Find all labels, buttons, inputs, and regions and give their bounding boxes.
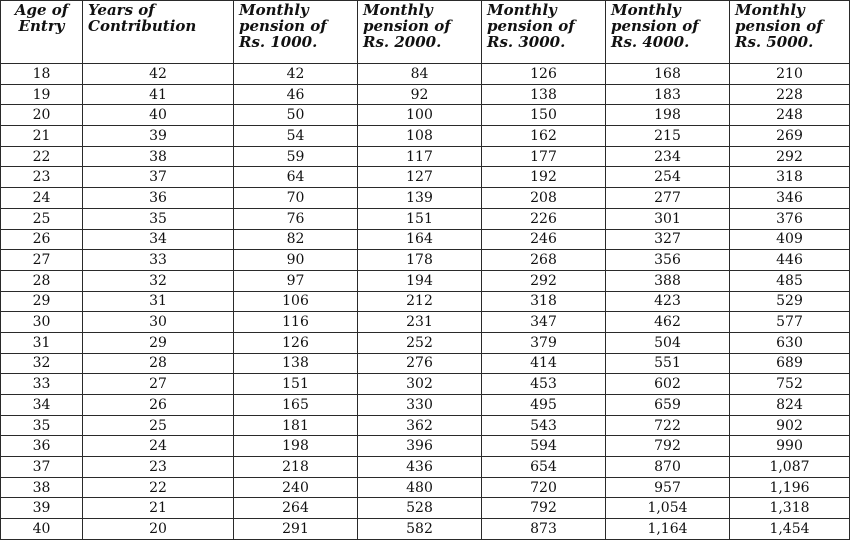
header-line: Rs. 4000. [611, 33, 690, 51]
table-row [1, 250, 850, 271]
header-line: Years of [88, 1, 155, 19]
header-line: Monthly [239, 1, 309, 19]
cell-years-of-contribution: 26 [83, 395, 234, 416]
cell-age-of-entry: 35 [1, 415, 83, 436]
cell-pension-rs-3000: 226 [482, 208, 606, 229]
header-pension-rs-3000 [482, 1, 606, 64]
cell-pension-rs-1000: 181 [234, 415, 358, 436]
cell-pension-rs-1000: 165 [234, 395, 358, 416]
cell-pension-rs-3000: 453 [482, 374, 606, 395]
cell-years-of-contribution: 38 [83, 146, 234, 167]
cell-pension-rs-2000: 100 [358, 105, 482, 126]
cell-pension-rs-4000: 388 [606, 270, 730, 291]
header-line: Rs. 5000. [735, 33, 814, 51]
header-line: Rs. 2000. [363, 33, 442, 51]
cell-pension-rs-5000: 269 [730, 126, 850, 147]
cell-age-of-entry: 36 [1, 436, 83, 457]
cell-pension-rs-4000: 198 [606, 105, 730, 126]
header-line: Monthly [735, 1, 805, 19]
cell-pension-rs-5000: 1,318 [730, 498, 850, 519]
cell-pension-rs-4000: 659 [606, 395, 730, 416]
table-body [1, 64, 850, 540]
cell-age-of-entry: 38 [1, 477, 83, 498]
cell-pension-rs-1000: 42 [234, 64, 358, 85]
table-row [1, 415, 850, 436]
table-row [1, 436, 850, 457]
cell-age-of-entry: 23 [1, 167, 83, 188]
table-row [1, 167, 850, 188]
header-line: pension of [239, 17, 327, 35]
cell-pension-rs-4000: 234 [606, 146, 730, 167]
cell-pension-rs-3000: 414 [482, 353, 606, 374]
cell-age-of-entry: 29 [1, 291, 83, 312]
cell-years-of-contribution: 36 [83, 188, 234, 209]
cell-pension-rs-4000: 1,054 [606, 498, 730, 519]
cell-pension-rs-3000: 318 [482, 291, 606, 312]
cell-pension-rs-3000: 150 [482, 105, 606, 126]
cell-years-of-contribution: 35 [83, 208, 234, 229]
cell-pension-rs-1000: 218 [234, 457, 358, 478]
cell-age-of-entry: 33 [1, 374, 83, 395]
cell-pension-rs-2000: 480 [358, 477, 482, 498]
cell-pension-rs-2000: 212 [358, 291, 482, 312]
cell-pension-rs-5000: 228 [730, 84, 850, 105]
cell-pension-rs-1000: 97 [234, 270, 358, 291]
cell-pension-rs-2000: 194 [358, 270, 482, 291]
cell-pension-rs-1000: 90 [234, 250, 358, 271]
cell-pension-rs-4000: 168 [606, 64, 730, 85]
cell-pension-rs-5000: 577 [730, 312, 850, 333]
cell-pension-rs-4000: 957 [606, 477, 730, 498]
cell-pension-rs-1000: 59 [234, 146, 358, 167]
cell-age-of-entry: 20 [1, 105, 83, 126]
cell-pension-rs-1000: 106 [234, 291, 358, 312]
header-age-of-entry [1, 1, 83, 64]
cell-pension-rs-3000: 495 [482, 395, 606, 416]
cell-pension-rs-5000: 292 [730, 146, 850, 167]
cell-pension-rs-1000: 54 [234, 126, 358, 147]
cell-pension-rs-5000: 1,087 [730, 457, 850, 478]
cell-years-of-contribution: 24 [83, 436, 234, 457]
cell-pension-rs-2000: 330 [358, 395, 482, 416]
cell-pension-rs-2000: 582 [358, 519, 482, 540]
cell-pension-rs-5000: 210 [730, 64, 850, 85]
table-row [1, 353, 850, 374]
table-row [1, 374, 850, 395]
header-pension-rs-4000 [606, 1, 730, 64]
cell-age-of-entry: 25 [1, 208, 83, 229]
cell-pension-rs-3000: 594 [482, 436, 606, 457]
cell-years-of-contribution: 40 [83, 105, 234, 126]
cell-pension-rs-1000: 264 [234, 498, 358, 519]
cell-pension-rs-2000: 436 [358, 457, 482, 478]
cell-pension-rs-1000: 151 [234, 374, 358, 395]
cell-pension-rs-3000: 543 [482, 415, 606, 436]
table-row [1, 332, 850, 353]
cell-pension-rs-2000: 276 [358, 353, 482, 374]
cell-pension-rs-1000: 64 [234, 167, 358, 188]
table-row [1, 146, 850, 167]
cell-pension-rs-5000: 1,196 [730, 477, 850, 498]
header-line: pension of [363, 17, 451, 35]
table-header [1, 1, 850, 64]
cell-pension-rs-4000: 1,164 [606, 519, 730, 540]
cell-age-of-entry: 22 [1, 146, 83, 167]
cell-age-of-entry: 34 [1, 395, 83, 416]
cell-years-of-contribution: 21 [83, 498, 234, 519]
cell-age-of-entry: 18 [1, 64, 83, 85]
table-row [1, 395, 850, 416]
cell-pension-rs-1000: 291 [234, 519, 358, 540]
cell-pension-rs-2000: 139 [358, 188, 482, 209]
cell-years-of-contribution: 28 [83, 353, 234, 374]
cell-years-of-contribution: 27 [83, 374, 234, 395]
cell-age-of-entry: 26 [1, 229, 83, 250]
cell-pension-rs-2000: 92 [358, 84, 482, 105]
cell-pension-rs-2000: 84 [358, 64, 482, 85]
cell-pension-rs-4000: 792 [606, 436, 730, 457]
cell-pension-rs-5000: 689 [730, 353, 850, 374]
header-line: Rs. 3000. [487, 33, 566, 51]
cell-pension-rs-1000: 138 [234, 353, 358, 374]
cell-age-of-entry: 31 [1, 332, 83, 353]
cell-pension-rs-5000: 376 [730, 208, 850, 229]
cell-pension-rs-5000: 902 [730, 415, 850, 436]
cell-pension-rs-4000: 356 [606, 250, 730, 271]
cell-age-of-entry: 32 [1, 353, 83, 374]
cell-years-of-contribution: 33 [83, 250, 234, 271]
cell-pension-rs-5000: 752 [730, 374, 850, 395]
cell-pension-rs-4000: 301 [606, 208, 730, 229]
cell-age-of-entry: 21 [1, 126, 83, 147]
header-pension-rs-2000 [358, 1, 482, 64]
cell-pension-rs-3000: 292 [482, 270, 606, 291]
cell-pension-rs-5000: 990 [730, 436, 850, 457]
cell-pension-rs-2000: 528 [358, 498, 482, 519]
cell-pension-rs-3000: 246 [482, 229, 606, 250]
cell-pension-rs-3000: 654 [482, 457, 606, 478]
cell-pension-rs-4000: 504 [606, 332, 730, 353]
table-row [1, 477, 850, 498]
cell-pension-rs-3000: 126 [482, 64, 606, 85]
table-row [1, 291, 850, 312]
cell-age-of-entry: 37 [1, 457, 83, 478]
cell-years-of-contribution: 22 [83, 477, 234, 498]
cell-age-of-entry: 30 [1, 312, 83, 333]
header-line: pension of [735, 17, 823, 35]
cell-pension-rs-1000: 198 [234, 436, 358, 457]
cell-years-of-contribution: 23 [83, 457, 234, 478]
cell-pension-rs-3000: 873 [482, 519, 606, 540]
table-row [1, 64, 850, 85]
cell-years-of-contribution: 31 [83, 291, 234, 312]
cell-pension-rs-2000: 178 [358, 250, 482, 271]
cell-years-of-contribution: 29 [83, 332, 234, 353]
cell-pension-rs-2000: 127 [358, 167, 482, 188]
cell-pension-rs-3000: 138 [482, 84, 606, 105]
cell-pension-rs-2000: 231 [358, 312, 482, 333]
cell-age-of-entry: 39 [1, 498, 83, 519]
cell-pension-rs-4000: 327 [606, 229, 730, 250]
cell-years-of-contribution: 39 [83, 126, 234, 147]
cell-pension-rs-3000: 347 [482, 312, 606, 333]
cell-pension-rs-1000: 46 [234, 84, 358, 105]
cell-age-of-entry: 24 [1, 188, 83, 209]
header-line: pension of [611, 17, 699, 35]
cell-pension-rs-4000: 870 [606, 457, 730, 478]
header-line: Contribution [88, 17, 197, 35]
cell-pension-rs-4000: 462 [606, 312, 730, 333]
cell-pension-rs-3000: 268 [482, 250, 606, 271]
table-row [1, 519, 850, 540]
header-row [1, 1, 850, 64]
cell-pension-rs-4000: 602 [606, 374, 730, 395]
cell-pension-rs-2000: 108 [358, 126, 482, 147]
header-line: Age of [14, 1, 69, 19]
cell-pension-rs-5000: 485 [730, 270, 850, 291]
cell-pension-rs-1000: 76 [234, 208, 358, 229]
cell-age-of-entry: 27 [1, 250, 83, 271]
cell-years-of-contribution: 41 [83, 84, 234, 105]
cell-pension-rs-3000: 162 [482, 126, 606, 147]
table-row [1, 105, 850, 126]
cell-pension-rs-2000: 164 [358, 229, 482, 250]
cell-pension-rs-1000: 70 [234, 188, 358, 209]
table-row [1, 270, 850, 291]
cell-pension-rs-1000: 82 [234, 229, 358, 250]
cell-age-of-entry: 40 [1, 519, 83, 540]
table-row [1, 498, 850, 519]
header-line: Monthly [487, 1, 557, 19]
cell-age-of-entry: 28 [1, 270, 83, 291]
cell-pension-rs-2000: 117 [358, 146, 482, 167]
cell-pension-rs-3000: 792 [482, 498, 606, 519]
cell-pension-rs-5000: 318 [730, 167, 850, 188]
cell-pension-rs-3000: 177 [482, 146, 606, 167]
cell-pension-rs-5000: 824 [730, 395, 850, 416]
cell-years-of-contribution: 25 [83, 415, 234, 436]
header-line: Monthly [611, 1, 681, 19]
cell-pension-rs-5000: 630 [730, 332, 850, 353]
cell-pension-rs-1000: 126 [234, 332, 358, 353]
header-line: Monthly [363, 1, 433, 19]
header-pension-rs-1000 [234, 1, 358, 64]
cell-pension-rs-5000: 346 [730, 188, 850, 209]
cell-pension-rs-1000: 116 [234, 312, 358, 333]
header-line: Entry [18, 17, 65, 35]
cell-pension-rs-4000: 277 [606, 188, 730, 209]
table-row [1, 229, 850, 250]
cell-pension-rs-4000: 423 [606, 291, 730, 312]
table-row [1, 126, 850, 147]
cell-pension-rs-2000: 302 [358, 374, 482, 395]
cell-pension-rs-5000: 529 [730, 291, 850, 312]
cell-age-of-entry: 19 [1, 84, 83, 105]
table-row [1, 457, 850, 478]
header-years-of-contribution [83, 1, 234, 64]
cell-pension-rs-4000: 551 [606, 353, 730, 374]
cell-years-of-contribution: 30 [83, 312, 234, 333]
table-row [1, 208, 850, 229]
cell-years-of-contribution: 32 [83, 270, 234, 291]
cell-pension-rs-1000: 240 [234, 477, 358, 498]
cell-pension-rs-3000: 379 [482, 332, 606, 353]
table-row [1, 84, 850, 105]
cell-pension-rs-1000: 50 [234, 105, 358, 126]
cell-pension-rs-3000: 208 [482, 188, 606, 209]
cell-pension-rs-2000: 362 [358, 415, 482, 436]
cell-pension-rs-4000: 183 [606, 84, 730, 105]
cell-pension-rs-2000: 252 [358, 332, 482, 353]
cell-pension-rs-4000: 254 [606, 167, 730, 188]
table-row [1, 188, 850, 209]
cell-pension-rs-5000: 409 [730, 229, 850, 250]
table-row [1, 312, 850, 333]
cell-pension-rs-5000: 446 [730, 250, 850, 271]
cell-years-of-contribution: 37 [83, 167, 234, 188]
cell-years-of-contribution: 34 [83, 229, 234, 250]
cell-years-of-contribution: 42 [83, 64, 234, 85]
header-line: pension of [487, 17, 575, 35]
cell-pension-rs-4000: 722 [606, 415, 730, 436]
cell-pension-rs-2000: 151 [358, 208, 482, 229]
cell-pension-rs-5000: 248 [730, 105, 850, 126]
cell-years-of-contribution: 20 [83, 519, 234, 540]
header-line: Rs. 1000. [239, 33, 318, 51]
cell-pension-rs-3000: 720 [482, 477, 606, 498]
cell-pension-rs-5000: 1,454 [730, 519, 850, 540]
header-pension-rs-5000 [730, 1, 850, 64]
cell-pension-rs-4000: 215 [606, 126, 730, 147]
cell-pension-rs-2000: 396 [358, 436, 482, 457]
cell-pension-rs-3000: 192 [482, 167, 606, 188]
